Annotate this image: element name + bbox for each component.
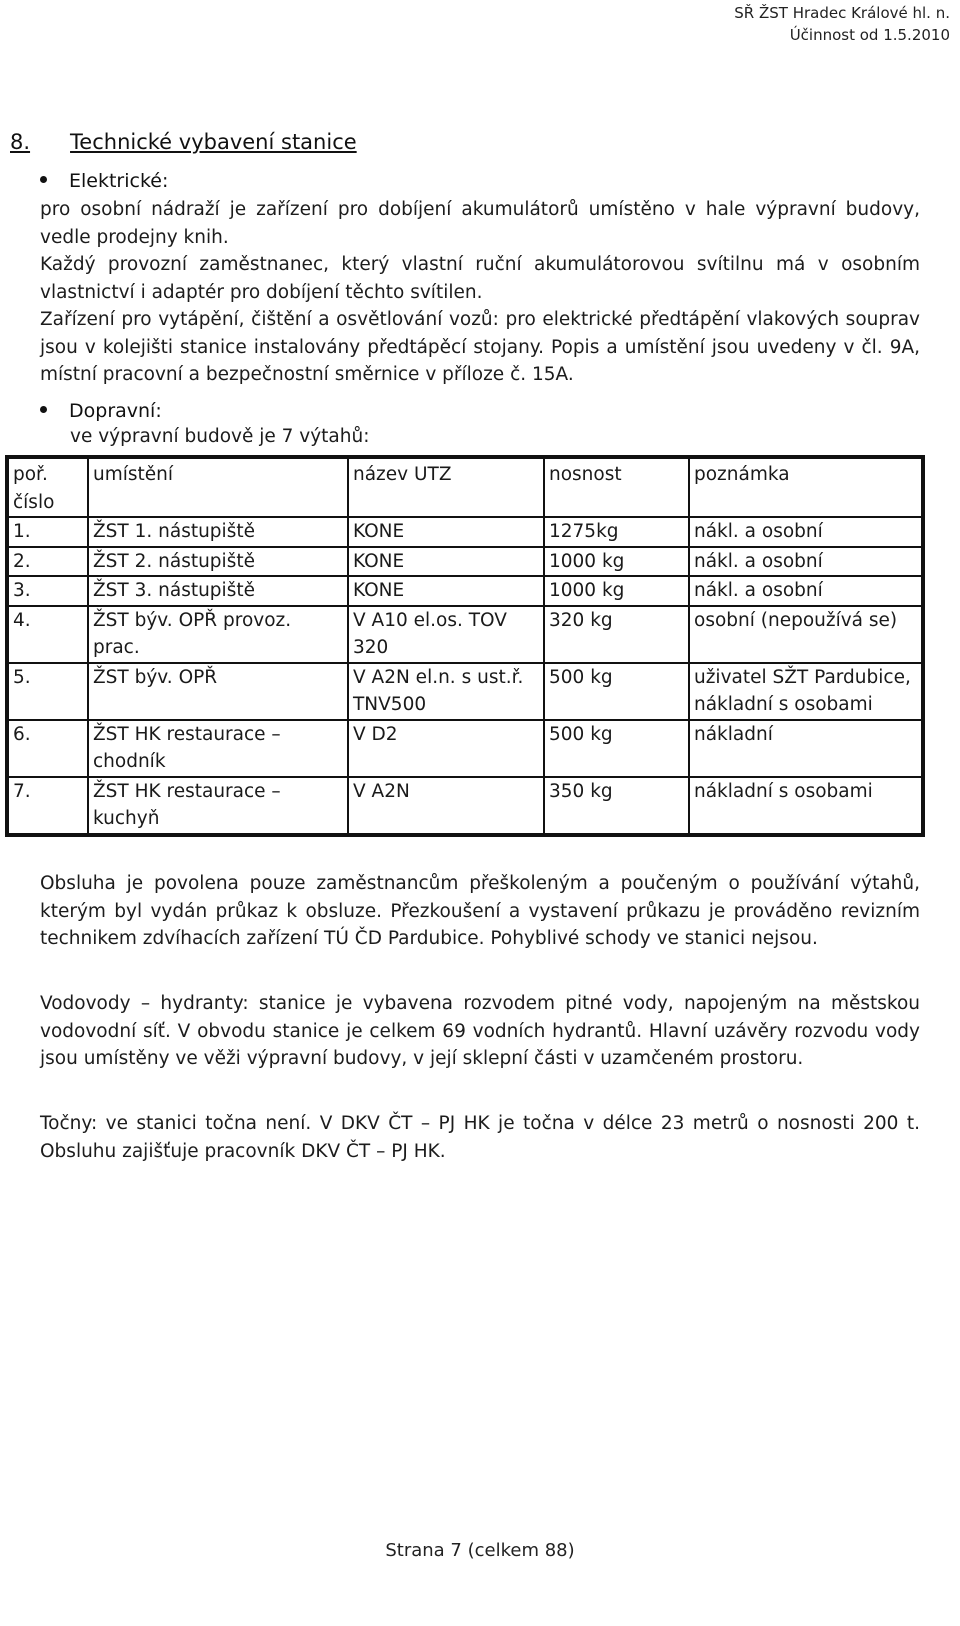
service-paragraph: Obsluha je povolena pouze zaměstnancům přeškoleným a poučeným o používání výtahů, kterým byl vydán průkaz k obsluze. Přezkoušení a vystavení průkazu je prováděno revizním technikem zdvíhacích zařízení TÚ ČD Pardubice. Pohyblivé schody ve stanici nejsou. bbox=[40, 873, 920, 949]
table-cell: ŽST býv. OPŘ provoz. prac. bbox=[88, 606, 348, 663]
lift-intro: ve výpravní budově je 7 výtahů: bbox=[70, 426, 370, 447]
electrical-heading-text: Elektrické: bbox=[69, 170, 169, 192]
table-cell: 320 kg bbox=[544, 606, 689, 663]
table-cell: 1000 kg bbox=[544, 576, 689, 606]
header-organization: SŘ ŽST Hradec Králové hl. n. bbox=[734, 4, 950, 22]
table-cell: V A2N bbox=[348, 777, 544, 835]
column-header: poř. číslo bbox=[7, 457, 88, 517]
table-cell: 500 kg bbox=[544, 720, 689, 777]
table-cell: 500 kg bbox=[544, 663, 689, 720]
turntables-paragraph: Točny: ve stanici točna není. V DKV ČT – PJ HK je točna v délce 23 metrů o nosnosti 200 t. Obsluhu zajišťuje pracovník DKV ČT – PJ HK. bbox=[40, 1113, 920, 1162]
bullet-icon bbox=[40, 406, 47, 413]
page-footer: Strana 7 (celkem 88) bbox=[385, 1540, 575, 1561]
table-row bbox=[7, 547, 923, 577]
table-row bbox=[7, 777, 923, 835]
table-cell: osobní (nepoužívá se) bbox=[694, 609, 898, 631]
table-cell: 7. bbox=[7, 777, 88, 835]
column-header: název UTZ bbox=[348, 457, 544, 517]
table-cell: ŽST 2. nástupiště bbox=[88, 547, 348, 577]
table-cell: 1000 kg bbox=[544, 547, 689, 577]
table-row bbox=[7, 576, 923, 606]
column-header: poznámka bbox=[694, 464, 790, 485]
table-cell: V A10 el.os. TOV 320 bbox=[348, 606, 544, 663]
table-row bbox=[7, 517, 923, 547]
water-paragraph: Vodovody – hydranty: stanice je vybavena rozvodem pitné vody, napojeným na městskou vodovodní síť. V obvodu stanice je celkem 69 vodních hydrantů. Hlavní uzávěry rozvodu vody jsou umístěny ve věži výpravní budovy, v její sklepní části v uzamčeném prostoru. bbox=[40, 993, 920, 1069]
table-cell: ŽST býv. OPŘ bbox=[88, 663, 348, 720]
electrical-paragraph-3: Zařízení pro vytápění, čištění a osvětlování vozů: pro elektrické předtápění vlakových souprav jsou v kolejišti stanice instalovány předtápěcí stojany. Popis a umístění jsou uvedeny v čl. 9A, místní pracovní a bezpečnostní směrnice v příloze č. 15A. bbox=[40, 309, 920, 385]
section-title bbox=[10, 130, 357, 154]
electrical-paragraph-1: pro osobní nádraží je zařízení pro dobíjení akumulátorů umístěno v hale výpravní budovy, vedle prodejny knih. bbox=[40, 199, 920, 248]
table-row bbox=[7, 606, 923, 663]
table-row bbox=[7, 663, 923, 720]
table-cell: 1275kg bbox=[544, 517, 689, 547]
table-cell: 4. bbox=[7, 606, 88, 663]
table-header-row bbox=[7, 457, 923, 517]
table-cell: nákl. a osobní bbox=[694, 521, 823, 542]
table-cell: V A2N el.n. s ust.ř. TNV500 bbox=[348, 663, 544, 720]
column-header: umístění bbox=[88, 457, 348, 517]
page-header bbox=[734, 2, 950, 46]
table-cell: nákladní bbox=[694, 723, 773, 745]
bullet-icon bbox=[40, 176, 47, 183]
table-cell: 5. bbox=[7, 663, 88, 720]
table-cell: V D2 bbox=[348, 720, 544, 777]
lift-table bbox=[5, 455, 925, 837]
table-cell: nákl. a osobní bbox=[694, 580, 823, 601]
table-cell: 350 kg bbox=[544, 777, 689, 835]
table-cell: ŽST HK restaurace – chodník bbox=[88, 720, 348, 777]
table-cell: 6. bbox=[7, 720, 88, 777]
header-effective-date: Účinnost od 1.5.2010 bbox=[789, 26, 950, 44]
table-cell: ŽST 3. nástupiště bbox=[88, 576, 348, 606]
table-cell: ŽST HK restaurace – kuchyň bbox=[88, 777, 348, 835]
table-cell: KONE bbox=[348, 576, 544, 606]
table-cell: 3. bbox=[7, 576, 88, 606]
table-row bbox=[7, 720, 923, 777]
section-number: 8. bbox=[10, 130, 31, 154]
electrical-heading bbox=[40, 170, 168, 192]
transport-heading-text: Dopravní: bbox=[69, 400, 162, 422]
table-cell: KONE bbox=[348, 517, 544, 547]
section-heading: Technické vybavení stanice bbox=[70, 130, 357, 154]
table-cell: 2. bbox=[7, 547, 88, 577]
table-cell: nákl. a osobní bbox=[694, 550, 823, 572]
table-cell: ŽST 1. nástupiště bbox=[88, 517, 348, 547]
transport-heading bbox=[40, 400, 162, 422]
column-header: nosnost bbox=[544, 457, 689, 517]
electrical-paragraph-2: Každý provozní zaměstnanec, který vlastní ruční akumulátorovou svítilnu má v osobním vlastnictví i adaptér pro dobíjení těchto svítilen. bbox=[40, 254, 920, 303]
table-cell: uživatel SŽT Pardubice, nákladní s osobami bbox=[694, 666, 911, 715]
table-cell: 1. bbox=[7, 517, 88, 547]
table-cell: nákladní s osobami bbox=[694, 780, 873, 802]
electrical-text bbox=[40, 196, 920, 389]
table-cell: KONE bbox=[348, 547, 544, 577]
